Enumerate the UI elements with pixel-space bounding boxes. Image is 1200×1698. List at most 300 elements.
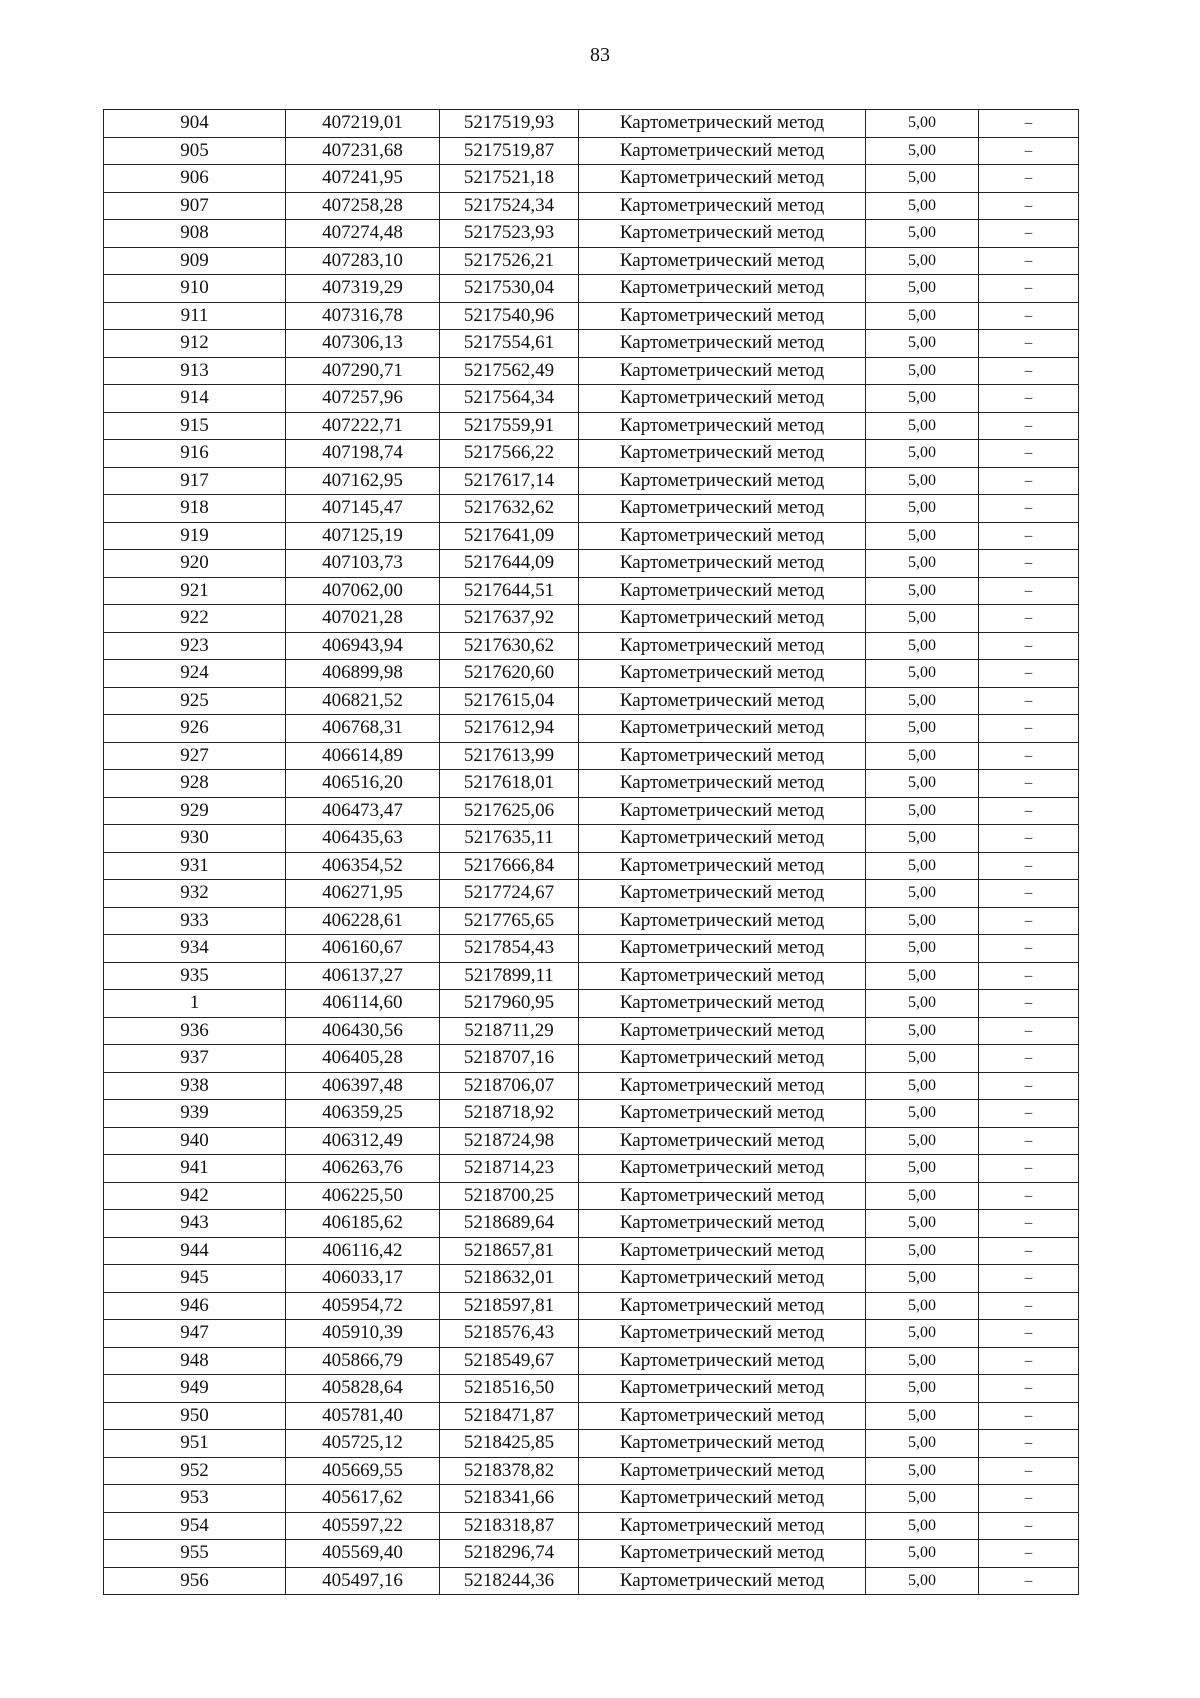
y-coordinate-cell: 5218597,81 [440, 1292, 579, 1320]
description-cell: – [979, 935, 1079, 963]
table-row [104, 1430, 1079, 1458]
accuracy-cell: 5,00 [866, 1265, 979, 1293]
description-cell: – [979, 467, 1079, 495]
accuracy-cell: 5,00 [866, 1402, 979, 1430]
method-cell: Картометрический метод [579, 990, 866, 1018]
x-coordinate-cell: 406405,28 [286, 1045, 440, 1073]
accuracy-cell: 5,00 [866, 467, 979, 495]
y-coordinate-cell: 5217530,04 [440, 275, 579, 303]
accuracy-cell: 5,00 [866, 1072, 979, 1100]
x-coordinate-cell: 407162,95 [286, 467, 440, 495]
table-row [104, 1457, 1079, 1485]
description-cell: – [979, 1265, 1079, 1293]
description-cell: – [979, 1512, 1079, 1540]
x-coordinate-cell: 405669,55 [286, 1457, 440, 1485]
table-row [104, 852, 1079, 880]
point-number-cell: 920 [104, 550, 286, 578]
x-coordinate-cell: 406899,98 [286, 660, 440, 688]
table-row [104, 275, 1079, 303]
y-coordinate-cell: 5217554,61 [440, 330, 579, 358]
point-number-cell: 906 [104, 165, 286, 193]
method-cell: Картометрический метод [579, 1100, 866, 1128]
description-cell: – [979, 1347, 1079, 1375]
y-coordinate-cell: 5217635,11 [440, 825, 579, 853]
table-row [104, 192, 1079, 220]
description-cell: – [979, 742, 1079, 770]
point-number-cell: 949 [104, 1375, 286, 1403]
point-number-cell: 935 [104, 962, 286, 990]
y-coordinate-cell: 5217564,34 [440, 385, 579, 413]
x-coordinate-cell: 406137,27 [286, 962, 440, 990]
method-cell: Картометрический метод [579, 1045, 866, 1073]
table-row [104, 632, 1079, 660]
description-cell: – [979, 192, 1079, 220]
accuracy-cell: 5,00 [866, 137, 979, 165]
method-cell: Картометрический метод [579, 742, 866, 770]
y-coordinate-cell: 5218724,98 [440, 1127, 579, 1155]
table-row [104, 1210, 1079, 1238]
method-cell: Картометрический метод [579, 577, 866, 605]
method-cell: Картометрический метод [579, 1210, 866, 1238]
method-cell: Картометрический метод [579, 467, 866, 495]
point-number-cell: 940 [104, 1127, 286, 1155]
table-row [104, 1265, 1079, 1293]
point-number-cell: 905 [104, 137, 286, 165]
description-cell: – [979, 1320, 1079, 1348]
x-coordinate-cell: 405569,40 [286, 1540, 440, 1568]
description-cell: – [979, 1540, 1079, 1568]
point-number-cell: 956 [104, 1567, 286, 1595]
method-cell: Картометрический метод [579, 770, 866, 798]
y-coordinate-cell: 5218296,74 [440, 1540, 579, 1568]
description-cell: – [979, 990, 1079, 1018]
point-number-cell: 923 [104, 632, 286, 660]
accuracy-cell: 5,00 [866, 1182, 979, 1210]
method-cell: Картометрический метод [579, 1237, 866, 1265]
y-coordinate-cell: 5217524,34 [440, 192, 579, 220]
y-coordinate-cell: 5217644,51 [440, 577, 579, 605]
description-cell: – [979, 440, 1079, 468]
coordinates-table-body [104, 110, 1079, 1595]
table-row [104, 302, 1079, 330]
method-cell: Картометрический метод [579, 907, 866, 935]
y-coordinate-cell: 5217612,94 [440, 715, 579, 743]
accuracy-cell: 5,00 [866, 1375, 979, 1403]
point-number-cell: 927 [104, 742, 286, 770]
accuracy-cell: 5,00 [866, 522, 979, 550]
point-number-cell: 910 [104, 275, 286, 303]
description-cell: – [979, 1045, 1079, 1073]
x-coordinate-cell: 406271,95 [286, 880, 440, 908]
x-coordinate-cell: 406225,50 [286, 1182, 440, 1210]
accuracy-cell: 5,00 [866, 715, 979, 743]
method-cell: Картометрический метод [579, 935, 866, 963]
table-row [104, 687, 1079, 715]
accuracy-cell: 5,00 [866, 440, 979, 468]
description-cell: – [979, 220, 1079, 248]
accuracy-cell: 5,00 [866, 275, 979, 303]
description-cell: – [979, 1072, 1079, 1100]
x-coordinate-cell: 405954,72 [286, 1292, 440, 1320]
y-coordinate-cell: 5217724,67 [440, 880, 579, 908]
y-coordinate-cell: 5217562,49 [440, 357, 579, 385]
accuracy-cell: 5,00 [866, 412, 979, 440]
x-coordinate-cell: 407021,28 [286, 605, 440, 633]
point-number-cell: 914 [104, 385, 286, 413]
x-coordinate-cell: 407125,19 [286, 522, 440, 550]
point-number-cell: 955 [104, 1540, 286, 1568]
point-number-cell: 922 [104, 605, 286, 633]
y-coordinate-cell: 5218341,66 [440, 1485, 579, 1513]
x-coordinate-cell: 405866,79 [286, 1347, 440, 1375]
point-number-cell: 954 [104, 1512, 286, 1540]
method-cell: Картометрический метод [579, 687, 866, 715]
point-number-cell: 917 [104, 467, 286, 495]
accuracy-cell: 5,00 [866, 1155, 979, 1183]
method-cell: Картометрический метод [579, 247, 866, 275]
x-coordinate-cell: 407274,48 [286, 220, 440, 248]
method-cell: Картометрический метод [579, 1457, 866, 1485]
method-cell: Картометрический метод [579, 137, 866, 165]
description-cell: – [979, 385, 1079, 413]
y-coordinate-cell: 5218657,81 [440, 1237, 579, 1265]
point-number-cell: 908 [104, 220, 286, 248]
x-coordinate-cell: 407219,01 [286, 110, 440, 138]
table-row [104, 907, 1079, 935]
table-row [104, 522, 1079, 550]
point-number-cell: 941 [104, 1155, 286, 1183]
y-coordinate-cell: 5218700,25 [440, 1182, 579, 1210]
y-coordinate-cell: 5218714,23 [440, 1155, 579, 1183]
table-row [104, 1375, 1079, 1403]
accuracy-cell: 5,00 [866, 220, 979, 248]
description-cell: – [979, 1182, 1079, 1210]
method-cell: Картометрический метод [579, 632, 866, 660]
y-coordinate-cell: 5217637,92 [440, 605, 579, 633]
table-row [104, 660, 1079, 688]
table-row [104, 495, 1079, 523]
x-coordinate-cell: 405910,39 [286, 1320, 440, 1348]
x-coordinate-cell: 407241,95 [286, 165, 440, 193]
table-row [104, 1402, 1079, 1430]
description-cell: – [979, 907, 1079, 935]
table-row [104, 220, 1079, 248]
x-coordinate-cell: 407062,00 [286, 577, 440, 605]
point-number-cell: 925 [104, 687, 286, 715]
accuracy-cell: 5,00 [866, 1100, 979, 1128]
method-cell: Картометрический метод [579, 715, 866, 743]
point-number-cell: 915 [104, 412, 286, 440]
table-row [104, 825, 1079, 853]
description-cell: – [979, 330, 1079, 358]
x-coordinate-cell: 405725,12 [286, 1430, 440, 1458]
table-row [104, 935, 1079, 963]
accuracy-cell: 5,00 [866, 825, 979, 853]
table-row [104, 137, 1079, 165]
description-cell: – [979, 825, 1079, 853]
x-coordinate-cell: 407198,74 [286, 440, 440, 468]
accuracy-cell: 5,00 [866, 1320, 979, 1348]
x-coordinate-cell: 406473,47 [286, 797, 440, 825]
table-row [104, 1540, 1079, 1568]
method-cell: Картометрический метод [579, 412, 866, 440]
table-row [104, 1017, 1079, 1045]
x-coordinate-cell: 406160,67 [286, 935, 440, 963]
accuracy-cell: 5,00 [866, 302, 979, 330]
description-cell: – [979, 1457, 1079, 1485]
point-number-cell: 921 [104, 577, 286, 605]
table-row [104, 1182, 1079, 1210]
method-cell: Картометрический метод [579, 1017, 866, 1045]
y-coordinate-cell: 5217620,60 [440, 660, 579, 688]
accuracy-cell: 5,00 [866, 660, 979, 688]
method-cell: Картометрический метод [579, 1265, 866, 1293]
x-coordinate-cell: 407290,71 [286, 357, 440, 385]
x-coordinate-cell: 407222,71 [286, 412, 440, 440]
x-coordinate-cell: 407283,10 [286, 247, 440, 275]
y-coordinate-cell: 5218425,85 [440, 1430, 579, 1458]
x-coordinate-cell: 406397,48 [286, 1072, 440, 1100]
accuracy-cell: 5,00 [866, 742, 979, 770]
table-row [104, 962, 1079, 990]
accuracy-cell: 5,00 [866, 357, 979, 385]
description-cell: – [979, 1567, 1079, 1595]
method-cell: Картометрический метод [579, 1567, 866, 1595]
accuracy-cell: 5,00 [866, 852, 979, 880]
method-cell: Картометрический метод [579, 1375, 866, 1403]
description-cell: – [979, 880, 1079, 908]
method-cell: Картометрический метод [579, 440, 866, 468]
table-row [104, 1320, 1079, 1348]
x-coordinate-cell: 406114,60 [286, 990, 440, 1018]
x-coordinate-cell: 407306,13 [286, 330, 440, 358]
y-coordinate-cell: 5218576,43 [440, 1320, 579, 1348]
method-cell: Картометрический метод [579, 1127, 866, 1155]
method-cell: Картометрический метод [579, 1430, 866, 1458]
point-number-cell: 944 [104, 1237, 286, 1265]
description-cell: – [979, 1100, 1079, 1128]
description-cell: – [979, 1375, 1079, 1403]
x-coordinate-cell: 406228,61 [286, 907, 440, 935]
table-row [104, 110, 1079, 138]
x-coordinate-cell: 406116,42 [286, 1237, 440, 1265]
table-row [104, 770, 1079, 798]
table-row [104, 1512, 1079, 1540]
description-cell: – [979, 1127, 1079, 1155]
table-row [104, 1127, 1079, 1155]
table-row [104, 1485, 1079, 1513]
accuracy-cell: 5,00 [866, 165, 979, 193]
table-row [104, 880, 1079, 908]
x-coordinate-cell: 405781,40 [286, 1402, 440, 1430]
description-cell: – [979, 165, 1079, 193]
y-coordinate-cell: 5217618,01 [440, 770, 579, 798]
table-row [104, 550, 1079, 578]
y-coordinate-cell: 5218718,92 [440, 1100, 579, 1128]
description-cell: – [979, 275, 1079, 303]
table-row [104, 357, 1079, 385]
x-coordinate-cell: 407103,73 [286, 550, 440, 578]
method-cell: Картометрический метод [579, 880, 866, 908]
point-number-cell: 924 [104, 660, 286, 688]
method-cell: Картометрический метод [579, 1402, 866, 1430]
point-number-cell: 929 [104, 797, 286, 825]
y-coordinate-cell: 5218378,82 [440, 1457, 579, 1485]
description-cell: – [979, 770, 1079, 798]
y-coordinate-cell: 5217641,09 [440, 522, 579, 550]
point-number-cell: 933 [104, 907, 286, 935]
point-number-cell: 913 [104, 357, 286, 385]
table-row [104, 1155, 1079, 1183]
y-coordinate-cell: 5217666,84 [440, 852, 579, 880]
method-cell: Картометрический метод [579, 1072, 866, 1100]
x-coordinate-cell: 406033,17 [286, 1265, 440, 1293]
method-cell: Картометрический метод [579, 1292, 866, 1320]
table-row [104, 1292, 1079, 1320]
point-number-cell: 948 [104, 1347, 286, 1375]
method-cell: Картометрический метод [579, 385, 866, 413]
method-cell: Картометрический метод [579, 495, 866, 523]
y-coordinate-cell: 5218244,36 [440, 1567, 579, 1595]
description-cell: – [979, 1237, 1079, 1265]
y-coordinate-cell: 5218711,29 [440, 1017, 579, 1045]
accuracy-cell: 5,00 [866, 1017, 979, 1045]
accuracy-cell: 5,00 [866, 1567, 979, 1595]
point-number-cell: 907 [104, 192, 286, 220]
method-cell: Картометрический метод [579, 660, 866, 688]
x-coordinate-cell: 406312,49 [286, 1127, 440, 1155]
x-coordinate-cell: 406768,31 [286, 715, 440, 743]
description-cell: – [979, 577, 1079, 605]
point-number-cell: 943 [104, 1210, 286, 1238]
x-coordinate-cell: 407316,78 [286, 302, 440, 330]
point-number-cell: 926 [104, 715, 286, 743]
table-row [104, 412, 1079, 440]
accuracy-cell: 5,00 [866, 935, 979, 963]
x-coordinate-cell: 405597,22 [286, 1512, 440, 1540]
method-cell: Картометрический метод [579, 1512, 866, 1540]
method-cell: Картометрический метод [579, 220, 866, 248]
y-coordinate-cell: 5217644,09 [440, 550, 579, 578]
point-number-cell: 934 [104, 935, 286, 963]
point-number-cell: 1 [104, 990, 286, 1018]
description-cell: – [979, 797, 1079, 825]
method-cell: Картометрический метод [579, 275, 866, 303]
description-cell: – [979, 1402, 1079, 1430]
y-coordinate-cell: 5217630,62 [440, 632, 579, 660]
point-number-cell: 947 [104, 1320, 286, 1348]
y-coordinate-cell: 5217540,96 [440, 302, 579, 330]
point-number-cell: 937 [104, 1045, 286, 1073]
y-coordinate-cell: 5217854,43 [440, 935, 579, 963]
y-coordinate-cell: 5217617,14 [440, 467, 579, 495]
accuracy-cell: 5,00 [866, 495, 979, 523]
accuracy-cell: 5,00 [866, 1292, 979, 1320]
point-number-cell: 911 [104, 302, 286, 330]
point-number-cell: 945 [104, 1265, 286, 1293]
point-number-cell: 909 [104, 247, 286, 275]
x-coordinate-cell: 406359,25 [286, 1100, 440, 1128]
method-cell: Картометрический метод [579, 1155, 866, 1183]
y-coordinate-cell: 5217615,04 [440, 687, 579, 715]
description-cell: – [979, 715, 1079, 743]
point-number-cell: 930 [104, 825, 286, 853]
accuracy-cell: 5,00 [866, 797, 979, 825]
point-number-cell: 916 [104, 440, 286, 468]
y-coordinate-cell: 5218471,87 [440, 1402, 579, 1430]
description-cell: – [979, 1485, 1079, 1513]
x-coordinate-cell: 405497,16 [286, 1567, 440, 1595]
description-cell: – [979, 852, 1079, 880]
description-cell: – [979, 302, 1079, 330]
description-cell: – [979, 522, 1079, 550]
y-coordinate-cell: 5217613,99 [440, 742, 579, 770]
method-cell: Картометрический метод [579, 962, 866, 990]
y-coordinate-cell: 5218318,87 [440, 1512, 579, 1540]
description-cell: – [979, 357, 1079, 385]
x-coordinate-cell: 406943,94 [286, 632, 440, 660]
description-cell: – [979, 137, 1079, 165]
table-row [104, 1072, 1079, 1100]
x-coordinate-cell: 407319,29 [286, 275, 440, 303]
description-cell: – [979, 412, 1079, 440]
x-coordinate-cell: 405828,64 [286, 1375, 440, 1403]
table-row [104, 742, 1079, 770]
table-row [104, 715, 1079, 743]
accuracy-cell: 5,00 [866, 577, 979, 605]
x-coordinate-cell: 407231,68 [286, 137, 440, 165]
accuracy-cell: 5,00 [866, 1127, 979, 1155]
table-row [104, 577, 1079, 605]
x-coordinate-cell: 405617,62 [286, 1485, 440, 1513]
accuracy-cell: 5,00 [866, 1045, 979, 1073]
table-row [104, 1237, 1079, 1265]
method-cell: Картометрический метод [579, 1320, 866, 1348]
description-cell: – [979, 687, 1079, 715]
x-coordinate-cell: 406430,56 [286, 1017, 440, 1045]
accuracy-cell: 5,00 [866, 1485, 979, 1513]
y-coordinate-cell: 5218549,67 [440, 1347, 579, 1375]
accuracy-cell: 5,00 [866, 687, 979, 715]
x-coordinate-cell: 407145,47 [286, 495, 440, 523]
table-row [104, 330, 1079, 358]
y-coordinate-cell: 5217521,18 [440, 165, 579, 193]
point-number-cell: 904 [104, 110, 286, 138]
method-cell: Картометрический метод [579, 192, 866, 220]
y-coordinate-cell: 5217765,65 [440, 907, 579, 935]
accuracy-cell: 5,00 [866, 1347, 979, 1375]
x-coordinate-cell: 406354,52 [286, 852, 440, 880]
method-cell: Картометрический метод [579, 1540, 866, 1568]
accuracy-cell: 5,00 [866, 1210, 979, 1238]
point-number-cell: 942 [104, 1182, 286, 1210]
method-cell: Картометрический метод [579, 1182, 866, 1210]
x-coordinate-cell: 406821,52 [286, 687, 440, 715]
y-coordinate-cell: 5217523,93 [440, 220, 579, 248]
accuracy-cell: 5,00 [866, 880, 979, 908]
description-cell: – [979, 110, 1079, 138]
description-cell: – [979, 1292, 1079, 1320]
point-number-cell: 953 [104, 1485, 286, 1513]
table-row [104, 797, 1079, 825]
method-cell: Картометрический метод [579, 852, 866, 880]
accuracy-cell: 5,00 [866, 605, 979, 633]
point-number-cell: 919 [104, 522, 286, 550]
method-cell: Картометрический метод [579, 165, 866, 193]
point-number-cell: 932 [104, 880, 286, 908]
table-row [104, 385, 1079, 413]
accuracy-cell: 5,00 [866, 1430, 979, 1458]
